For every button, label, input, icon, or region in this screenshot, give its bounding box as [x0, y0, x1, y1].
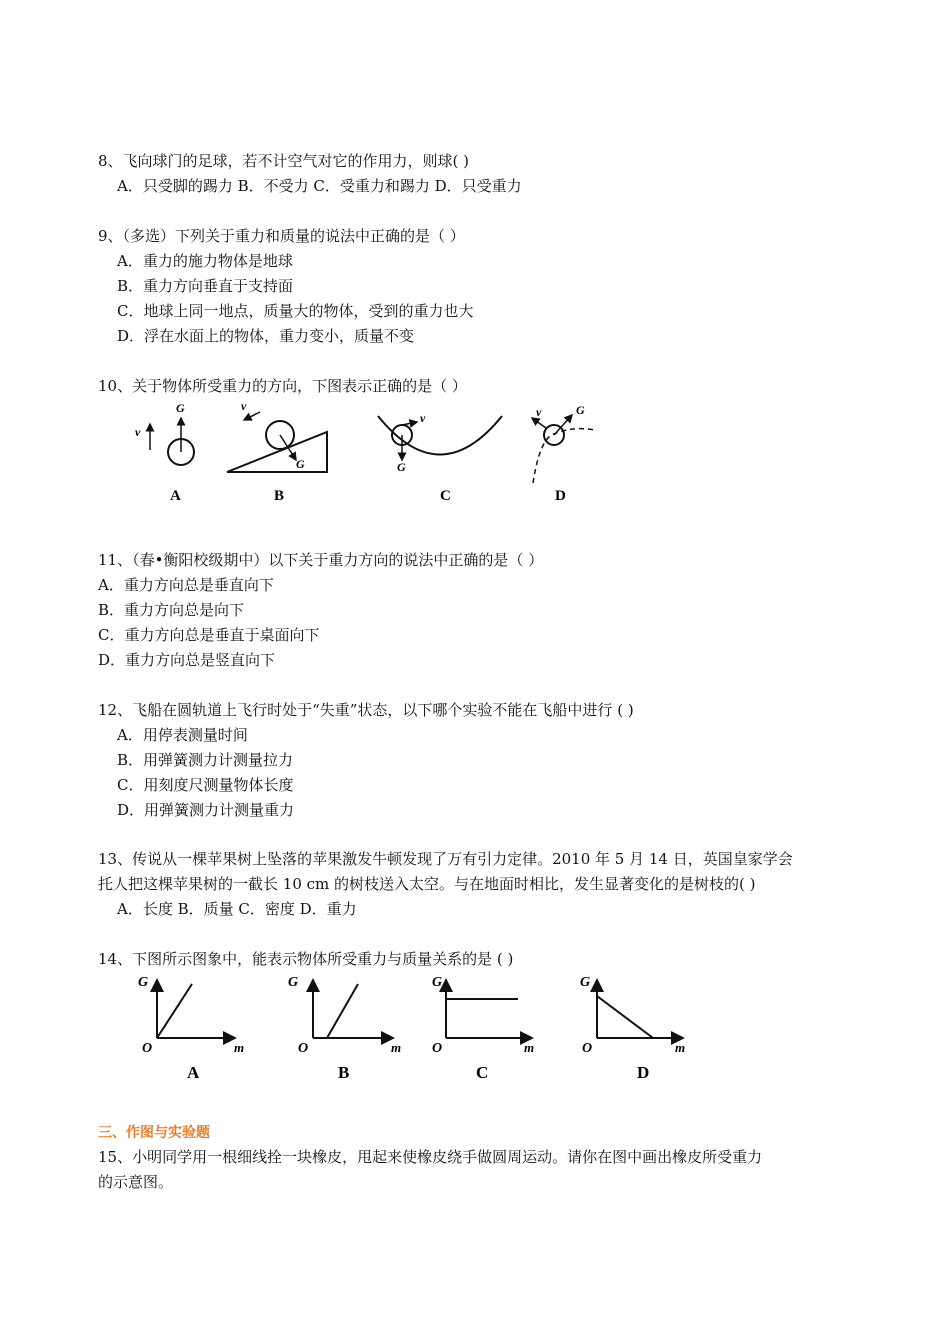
q14-c-y-label: G: [432, 975, 443, 990]
q14-a-origin: O: [142, 1041, 153, 1056]
q10-a-g-symbol: G: [176, 401, 185, 415]
q14-graph-b: [288, 975, 401, 1082]
q11-option-c: C．重力方向总是垂直于桌面向下: [98, 626, 320, 644]
q10-label-d: D: [555, 488, 566, 504]
q10-b-g-symbol: G: [296, 457, 305, 471]
q14-label-a: A: [187, 1063, 200, 1082]
q10-figure-c: [378, 411, 502, 504]
q10-stem: 10、关于物体所受重力的方向，下图表示正确的是（ ）: [98, 377, 467, 395]
q14-label-d: D: [637, 1063, 650, 1082]
q14-graph-a: [138, 975, 244, 1082]
q13-line-2: 托人把这棵苹果树的一截长 10 cm 的树枝送入太空。与在地面时相比，发生显著变化的是树枝的( ): [98, 875, 756, 893]
q10-label-b: B: [274, 488, 285, 504]
q11-stem: 11、（春•衡阳校级期中）以下关于重力方向的说法中正确的是（ ）: [98, 551, 544, 569]
q12-stem: 12、飞船在圆轨道上飞行时处于“失重”状态，以下哪个实验不能在飞船中进行 ( ): [98, 701, 634, 719]
q14-a-y-label: G: [138, 975, 149, 990]
q13-line-1: 13、传说从一棵苹果树上坠落的苹果激发牛顿发现了万有引力定律。2010 年 5 月 14 日，英国皇家学会: [98, 850, 793, 868]
q10-label-a: A: [170, 488, 181, 504]
q14-label-c: C: [476, 1063, 489, 1082]
q14-d-x-label: m: [675, 1040, 686, 1055]
q11-option-b: B．重力方向总是向下: [98, 601, 245, 619]
q9-option-a: A．重力的施力物体是地球: [117, 252, 293, 270]
q10-c-g-symbol: G: [397, 460, 406, 474]
q14-c-x-label: m: [524, 1040, 535, 1055]
q14-c-origin: O: [432, 1041, 443, 1056]
q10-c-v-symbol: v: [420, 411, 426, 425]
q12-option-c: C．用刻度尺测量物体长度: [117, 776, 294, 794]
q10-figure-b: [227, 399, 327, 504]
q8-options: A．只受脚的踢力 B．不受力 C．受重力和踢力 D．只受重力: [117, 177, 522, 195]
q9-stem: 9、（多选）下列关于重力和质量的说法中正确的是（ ）: [98, 227, 465, 245]
q12-option-a: A．用停表测量时间: [117, 726, 248, 744]
q10-d-v-symbol: v: [536, 405, 542, 419]
q9-option-b: B．重力方向垂直于支持面: [117, 277, 294, 295]
q11-option-d: D．重力方向总是竖直向下: [98, 651, 276, 669]
q12-option-d: D．用弹簧测力计测量重力: [117, 801, 295, 819]
q11-option-a: A．重力方向总是垂直向下: [98, 576, 274, 594]
q14-b-origin: O: [298, 1041, 309, 1056]
q14-graphs-figure: [130, 970, 700, 1085]
q14-stem: 14、下图所示图象中，能表示物体所受重力与质量关系的是 ( ): [98, 950, 514, 968]
q10-gravity-direction-figure: [120, 398, 610, 510]
q14-b-x-label: m: [391, 1040, 402, 1055]
q10-a-v-symbol: v: [135, 425, 141, 439]
q10-figure-a: [135, 401, 194, 504]
q15-line-1: 15、小明同学用一根细线拴一块橡皮，甩起来使橡皮绕手做圆周运动。请你在图中画出橡皮所受重力: [98, 1148, 763, 1166]
q14-graph-d: [580, 975, 685, 1082]
q9-option-c: C．地球上同一地点，质量大的物体，受到的重力也大: [117, 302, 474, 320]
q14-d-origin: O: [582, 1041, 593, 1056]
q14-graph-c: [432, 975, 534, 1082]
q14-b-y-label: G: [288, 975, 299, 990]
q10-b-v-symbol: v: [241, 399, 247, 413]
q14-label-b: B: [338, 1063, 350, 1082]
q8-stem: 8、飞向球门的足球，若不计空气对它的作用力，则球( ): [98, 152, 470, 170]
q14-d-y-label: G: [580, 975, 591, 990]
q10-figure-d: [532, 403, 595, 504]
q14-a-x-label: m: [234, 1040, 245, 1055]
q9-option-d: D．浮在水面上的物体，重力变小，质量不变: [117, 327, 415, 345]
q12-option-b: B．用弹簧测力计测量拉力: [117, 751, 294, 769]
section-3-title: 三、作图与实验题: [98, 1125, 210, 1141]
q13-options: A．长度 B．质量 C．密度 D．重力: [117, 900, 357, 918]
q15-line-2: 的示意图。: [98, 1173, 174, 1191]
q10-d-g-symbol: G: [576, 403, 585, 417]
q10-label-c: C: [440, 488, 451, 504]
